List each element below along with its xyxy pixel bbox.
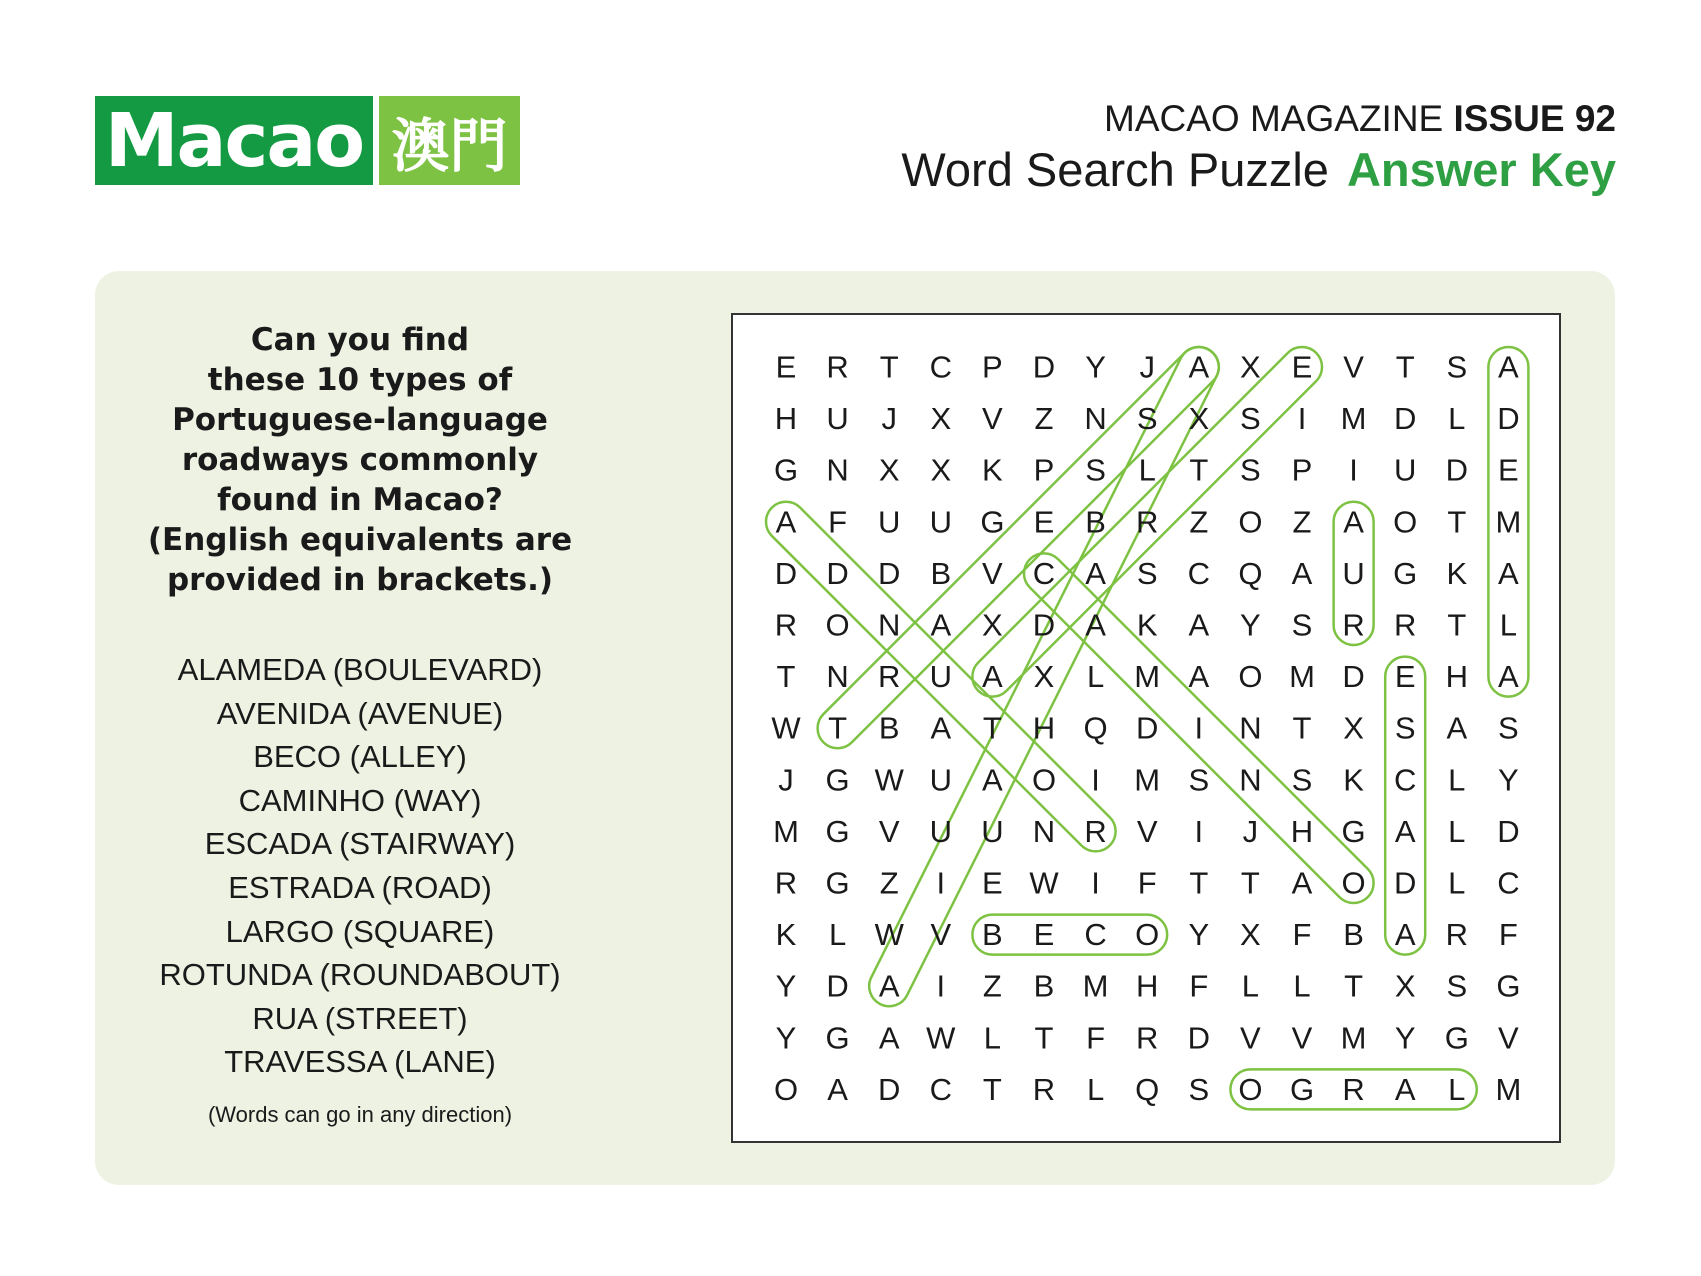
- grid-letter: A: [1343, 504, 1364, 540]
- grid-letter: Q: [1083, 710, 1108, 746]
- grid-letter: K: [1136, 607, 1158, 643]
- grid-letter: K: [982, 452, 1003, 488]
- grid-letter: B: [1343, 917, 1364, 953]
- grid-letter: V: [1136, 813, 1158, 849]
- grid-letter: Y: [1498, 762, 1519, 798]
- grid-letter: G: [1289, 1071, 1315, 1107]
- grid-letter: A: [1498, 659, 1519, 695]
- grid-letter: A: [1394, 917, 1416, 953]
- grid-letter: X: [982, 607, 1003, 643]
- grid-letter: H: [1032, 710, 1056, 746]
- grid-letter: R: [1032, 1071, 1056, 1107]
- grid-letter: S: [1085, 452, 1106, 488]
- grid-letter: M: [1495, 1071, 1522, 1107]
- grid-letter: C: [1187, 555, 1210, 591]
- grid-letter: M: [1289, 659, 1315, 695]
- grid-letter: R: [1342, 607, 1365, 643]
- grid-letter: L: [1448, 813, 1466, 849]
- grid-letter: D: [826, 968, 849, 1004]
- grid-letter: B: [1033, 968, 1055, 1004]
- puzzle-title-heading: [901, 142, 1616, 197]
- grid-letter: R: [774, 865, 798, 901]
- grid-letter: C: [1497, 865, 1520, 901]
- grid-letter: V: [930, 917, 952, 953]
- grid-letter: N: [1239, 710, 1262, 746]
- grid-letter: S: [1188, 762, 1210, 798]
- grid-letter: U: [878, 504, 901, 540]
- grid-letter: O: [1238, 1071, 1263, 1107]
- grid-letter: A: [1498, 555, 1519, 591]
- grid-letter: S: [1498, 710, 1519, 746]
- grid-letter: B: [878, 710, 900, 746]
- grid-letter: S: [1240, 452, 1261, 488]
- grid-letter: G: [773, 452, 799, 488]
- grid-letter: D: [1032, 607, 1056, 643]
- grid-letter: M: [1082, 968, 1109, 1004]
- grid-letter: G: [825, 865, 850, 901]
- grid-letter: F: [1086, 1020, 1106, 1056]
- grid-letter: L: [983, 1020, 1002, 1056]
- grid-letter: G: [1341, 813, 1366, 849]
- grid-letter: A: [930, 710, 952, 746]
- grid-letter: W: [771, 710, 801, 746]
- grid-letter: S: [1188, 1071, 1210, 1107]
- grid-letter: O: [825, 607, 850, 643]
- answer-key-label: Answer Key: [1346, 143, 1616, 196]
- grid-letter: E: [775, 349, 797, 385]
- grid-letter: M: [1134, 659, 1161, 695]
- grid-letter: R: [1445, 917, 1468, 953]
- grid-letter: T: [828, 710, 848, 746]
- grid-letter: E: [1033, 504, 1055, 540]
- grid-letter: X: [1033, 659, 1055, 695]
- grid-letter: N: [1239, 762, 1262, 798]
- grid-letter: G: [825, 813, 850, 849]
- grid-letter: L: [1499, 607, 1518, 643]
- grid-letter: A: [1188, 607, 1210, 643]
- grid-letter: V: [1343, 349, 1364, 385]
- grid-letter: B: [982, 917, 1003, 953]
- question-line: Portuguese-language: [172, 402, 548, 438]
- grid-letter: T: [1447, 504, 1467, 540]
- grid-letter: F: [1189, 968, 1209, 1004]
- grid-letter: D: [1342, 659, 1365, 695]
- grid-letter: R: [1136, 504, 1159, 540]
- grid-letter: W: [926, 1020, 956, 1056]
- grid-letter: A: [930, 607, 952, 643]
- grid-letter: U: [1394, 452, 1417, 488]
- word-list-item: LARGO (SQUARE): [225, 913, 495, 949]
- grid-letter: V: [1291, 1020, 1313, 1056]
- grid-letter: L: [1448, 762, 1466, 798]
- grid-letter: T: [982, 1071, 1002, 1107]
- grid-letter: S: [1136, 401, 1158, 437]
- grid-letter: A: [982, 762, 1003, 798]
- grid-letters: [771, 350, 1521, 1107]
- grid-letter: M: [1340, 401, 1367, 437]
- grid-letter: L: [1448, 1071, 1466, 1107]
- grid-letter: C: [1032, 555, 1056, 591]
- grid-letter: A: [1446, 710, 1468, 746]
- question-line: (English equivalents are: [147, 522, 573, 558]
- direction-note: (Words can go in any direction): [207, 1102, 513, 1127]
- grid-letter: S: [1136, 555, 1158, 591]
- grid-letter: D: [1032, 349, 1056, 385]
- puzzle-title: Word Search Puzzle: [901, 143, 1329, 196]
- grid-letter: U: [929, 813, 952, 849]
- grid-letter: K: [775, 917, 797, 953]
- word-list: [125, 648, 595, 1084]
- grid-letter: C: [929, 349, 952, 385]
- puzzle-question: [125, 320, 595, 600]
- grid-letter: N: [826, 452, 849, 488]
- grid-letter: U: [929, 762, 952, 798]
- grid-letter: O: [1031, 762, 1057, 798]
- grid-letter: R: [1136, 1020, 1159, 1056]
- grid-letter: A: [1394, 813, 1416, 849]
- grid-letter: H: [1136, 968, 1159, 1004]
- grid-letter: T: [982, 710, 1002, 746]
- magazine-name: MACAO MAGAZINE: [1104, 98, 1454, 139]
- grid-letter: A: [878, 1020, 900, 1056]
- grid-letter: L: [1138, 452, 1156, 488]
- grid-letter: S: [1446, 968, 1468, 1004]
- grid-letter: P: [1291, 452, 1313, 488]
- grid-letter: T: [1189, 865, 1209, 901]
- grid-letter: I: [1091, 865, 1100, 901]
- word-list-item: CAMINHO (WAY): [238, 782, 482, 818]
- grid-letter: H: [1290, 813, 1314, 849]
- grid-letter: K: [1343, 762, 1364, 798]
- grid-letter: V: [982, 401, 1003, 437]
- grid-letter: Y: [775, 1020, 797, 1056]
- grid-letter: I: [936, 968, 946, 1004]
- grid-letter: F: [828, 504, 848, 540]
- grid-letter: T: [1189, 452, 1209, 488]
- grid-letter: W: [874, 917, 904, 953]
- grid-letter: T: [776, 659, 796, 695]
- grid-letter: S: [1291, 607, 1313, 643]
- grid-letter: A: [982, 659, 1003, 695]
- grid-letter: H: [774, 401, 798, 437]
- grid-letter: M: [1495, 504, 1522, 540]
- grid-letter: D: [878, 1071, 901, 1107]
- grid-letter: I: [1194, 710, 1204, 746]
- word-list-item: ESTRADA (ROAD): [228, 869, 492, 905]
- question-line: found in Macao?: [217, 482, 503, 518]
- grid-letter: D: [826, 555, 849, 591]
- word-list-item: ROTUNDA (ROUNDABOUT): [159, 957, 561, 993]
- grid-letter: L: [1448, 865, 1466, 901]
- grid-letter: G: [825, 1020, 850, 1056]
- grid-letter: M: [1340, 1020, 1367, 1056]
- logo-chinese-wordmark: 澳門: [379, 96, 520, 185]
- grid-letter: G: [825, 762, 850, 798]
- grid-letter: G: [1444, 1020, 1469, 1056]
- grid-letter: P: [982, 349, 1003, 385]
- grid-letter: A: [1291, 555, 1313, 591]
- question-line: provided in brackets.): [166, 562, 554, 598]
- grid-letter: R: [826, 349, 849, 385]
- grid-letter: E: [1291, 349, 1313, 385]
- word-list-item: AVENIDA (AVENUE): [216, 695, 504, 731]
- word-list-item: ESCADA (STAIRWAY): [204, 826, 516, 862]
- grid-letter: N: [1084, 401, 1107, 437]
- grid-letter: A: [1394, 1071, 1416, 1107]
- grid-letter: A: [1085, 555, 1106, 591]
- grid-letter: I: [1297, 401, 1307, 437]
- grid-letter: A: [1085, 607, 1106, 643]
- grid-letter: D: [1394, 401, 1417, 437]
- grid-letter: W: [874, 762, 904, 798]
- grid-letter: N: [826, 659, 849, 695]
- grid-letter: G: [1393, 555, 1418, 591]
- grid-letter: I: [1194, 813, 1204, 849]
- grid-letter: X: [1188, 401, 1210, 437]
- grid-letter: V: [1498, 1020, 1519, 1056]
- grid-letter: C: [1084, 917, 1107, 953]
- grid-letter: U: [981, 813, 1004, 849]
- grid-letter: D: [774, 555, 798, 591]
- grid-letter: X: [878, 452, 900, 488]
- grid-letter: J: [1139, 349, 1155, 385]
- grid-letter: C: [929, 1071, 952, 1107]
- grid-letter: B: [1085, 504, 1106, 540]
- grid-letter: T: [879, 349, 899, 385]
- grid-letter: T: [1292, 710, 1312, 746]
- grid-letter: O: [1238, 659, 1263, 695]
- grid-letter: A: [827, 1071, 848, 1107]
- question-line: roadways commonly: [181, 442, 539, 478]
- grid-letter: V: [982, 555, 1003, 591]
- grid-letter: J: [1242, 813, 1259, 849]
- grid-letter: T: [1344, 968, 1364, 1004]
- answer-highlight-escada: [1385, 657, 1425, 955]
- grid-letter: D: [1497, 813, 1520, 849]
- grid-letter: X: [930, 452, 952, 488]
- grid-letter: L: [1086, 659, 1105, 695]
- grid-letter: O: [1341, 865, 1366, 901]
- grid-letter: G: [980, 504, 1005, 540]
- grid-letter: O: [1393, 504, 1418, 540]
- grid-letter: D: [878, 555, 901, 591]
- grid-letter: S: [1240, 401, 1261, 437]
- grid-letter: L: [1241, 968, 1260, 1004]
- grid-letter: U: [1342, 555, 1365, 591]
- grid-letter: A: [1498, 349, 1519, 385]
- grid-letter: Y: [1394, 1020, 1416, 1056]
- grid-letter: Q: [1238, 555, 1263, 591]
- grid-letter: T: [1240, 865, 1260, 901]
- grid-letter: D: [1394, 865, 1417, 901]
- grid-letter: B: [930, 555, 952, 591]
- grid-letter: F: [1498, 917, 1518, 953]
- grid-letter: L: [1293, 968, 1311, 1004]
- grid-letter: U: [826, 401, 849, 437]
- grid-letter: E: [1033, 917, 1055, 953]
- grid-letter: I: [1091, 762, 1100, 798]
- grid-letter: Z: [982, 968, 1002, 1004]
- grid-letter: N: [878, 607, 901, 643]
- question-line: these 10 types of: [207, 362, 513, 398]
- grid-letter: Y: [1085, 349, 1106, 385]
- grid-letter: L: [828, 917, 847, 953]
- grid-letter: F: [1292, 917, 1312, 953]
- grid-letter: D: [1445, 452, 1468, 488]
- grid-letter: I: [1349, 452, 1358, 488]
- grid-letter: X: [930, 401, 952, 437]
- issue-number: ISSUE 92: [1453, 98, 1616, 139]
- grid-letter: A: [1188, 659, 1210, 695]
- grid-letter: O: [1238, 504, 1263, 540]
- grid-letter: A: [1291, 865, 1313, 901]
- word-list-item: RUA (STREET): [252, 1000, 468, 1036]
- grid-letter: Q: [1135, 1071, 1160, 1107]
- grid-letter: D: [1187, 1020, 1210, 1056]
- logo-wordmark: Macao: [95, 96, 373, 185]
- grid-letter: L: [1086, 1071, 1105, 1107]
- macao-logo: [95, 96, 520, 185]
- grid-letter: L: [1448, 401, 1466, 437]
- grid-letter: J: [881, 401, 897, 437]
- grid-letter: Z: [1292, 504, 1312, 540]
- grid-letter: Z: [1189, 504, 1209, 540]
- grid-letter: A: [775, 504, 797, 540]
- grid-letter: Y: [775, 968, 797, 1004]
- grid-letter: H: [1445, 659, 1468, 695]
- grid-letter: S: [1446, 349, 1468, 385]
- grid-letter: Y: [1240, 607, 1261, 643]
- magazine-issue-heading: [1104, 98, 1616, 140]
- grid-letter: T: [1034, 1020, 1054, 1056]
- grid-letter: X: [1240, 349, 1261, 385]
- grid-letter: E: [1394, 659, 1416, 695]
- grid-letter: N: [1032, 813, 1056, 849]
- grid-letter: S: [1394, 710, 1416, 746]
- grid-letter: Y: [1188, 917, 1210, 953]
- grid-letter: V: [1240, 1020, 1261, 1056]
- grid-letter: U: [929, 659, 952, 695]
- grid-letter: E: [982, 865, 1003, 901]
- grid-letter: U: [929, 504, 952, 540]
- grid-letter: R: [878, 659, 901, 695]
- grid-letter: T: [1447, 607, 1467, 643]
- grid-letter: W: [1029, 865, 1059, 901]
- grid-letter: D: [1136, 710, 1159, 746]
- grid-letter: O: [1135, 917, 1160, 953]
- question-line: Can you find: [250, 322, 470, 358]
- grid-letter: F: [1137, 865, 1157, 901]
- word-search-grid: [731, 313, 1561, 1143]
- grid-letter: Z: [879, 865, 899, 901]
- grid-letter: A: [1188, 349, 1210, 385]
- grid-letter: A: [878, 968, 900, 1004]
- word-list-item: BECO (ALLEY): [253, 739, 467, 775]
- grid-letter: X: [1343, 710, 1364, 746]
- grid-letter: R: [774, 607, 798, 643]
- grid-letter: X: [1240, 917, 1261, 953]
- word-list-item: ALAMEDA (BOULEVARD): [177, 652, 543, 687]
- grid-letter: M: [773, 813, 799, 849]
- grid-letter: O: [773, 1071, 799, 1107]
- grid-letter: R: [1084, 813, 1107, 849]
- grid-letter: P: [1033, 452, 1055, 488]
- grid-letter: R: [1394, 607, 1417, 643]
- grid-letter: J: [778, 762, 794, 798]
- grid-letter: V: [878, 813, 900, 849]
- grid-letter: X: [1394, 968, 1416, 1004]
- grid-letter: R: [1342, 1071, 1365, 1107]
- grid-letter: Z: [1034, 401, 1054, 437]
- grid-letter: M: [1134, 762, 1161, 798]
- grid-letter: K: [1446, 555, 1468, 591]
- grid-letter: I: [936, 865, 946, 901]
- word-list-item: TRAVESSA (LANE): [224, 1044, 496, 1080]
- grid-letter: E: [1498, 452, 1519, 488]
- grid-letter: T: [1395, 349, 1415, 385]
- grid-letter: S: [1291, 762, 1313, 798]
- answer-highlight-travessa: [809, 339, 1227, 757]
- grid-letter: D: [1497, 401, 1520, 437]
- grid-letter: G: [1496, 968, 1521, 1004]
- grid-letter: C: [1394, 762, 1417, 798]
